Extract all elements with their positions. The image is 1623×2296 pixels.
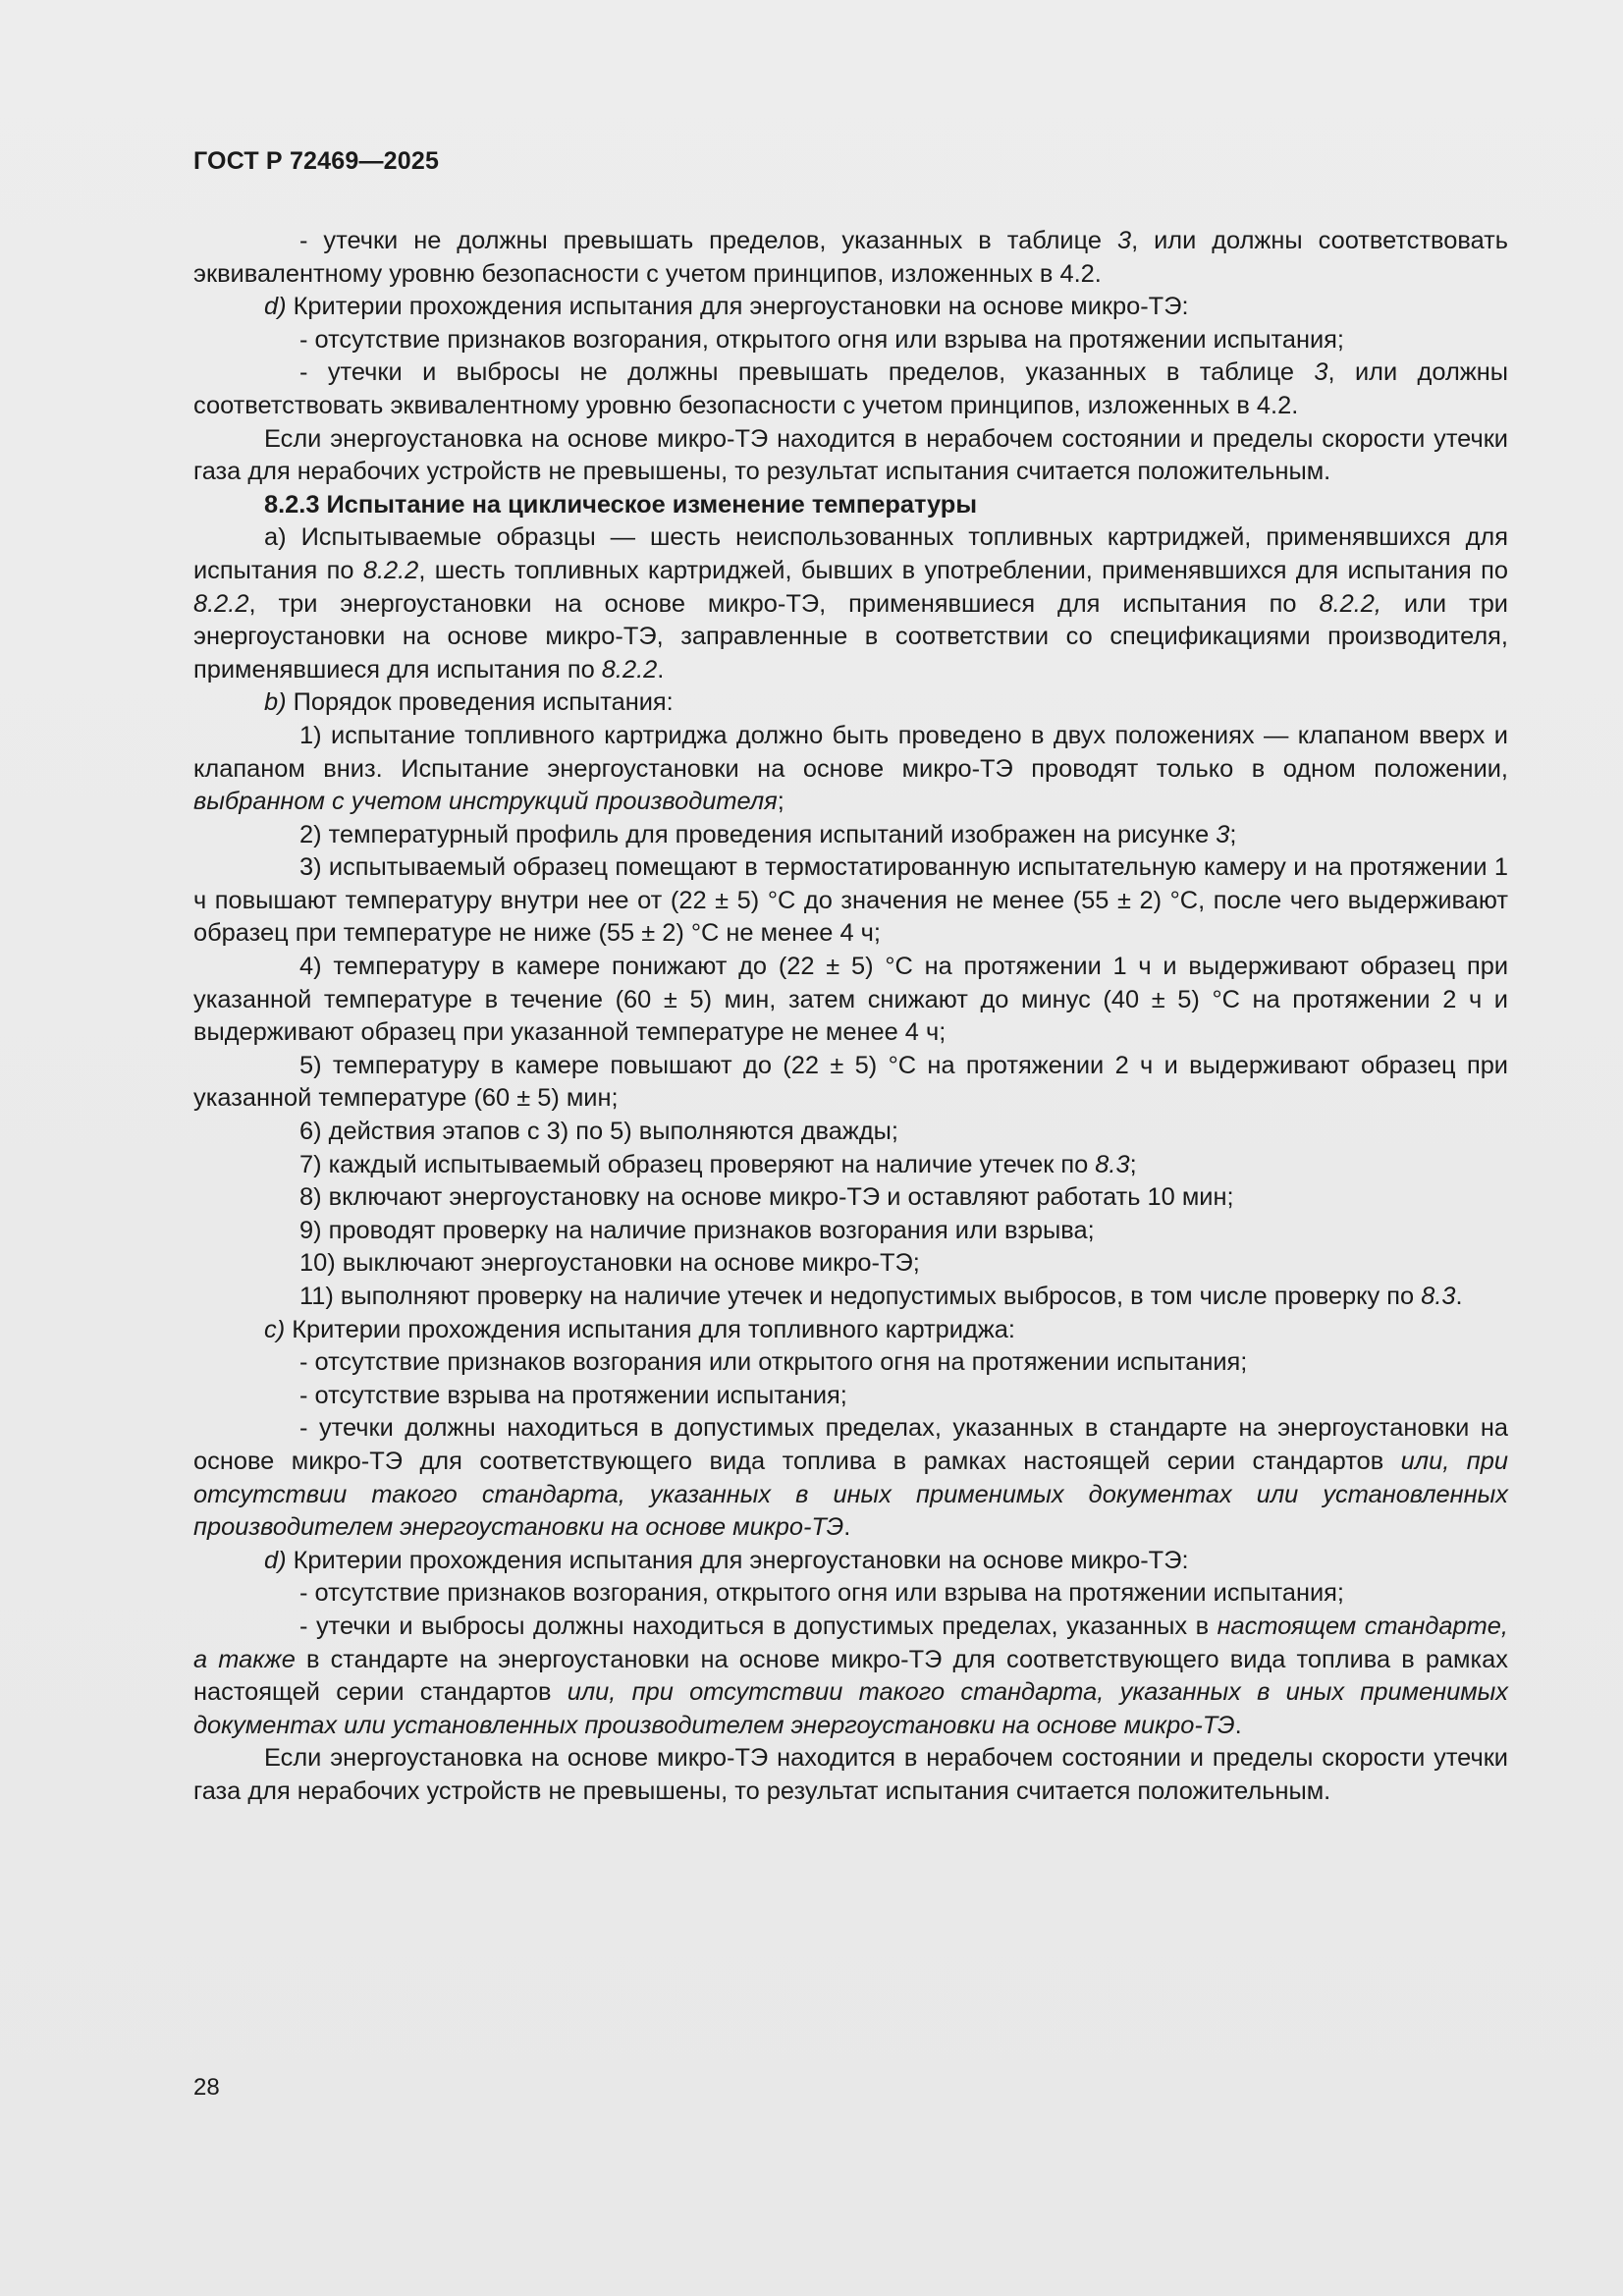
step-6 — [193, 1116, 1508, 1149]
text-run: 5) температуру в камере повышают до (22 ± 5) °С на протяжении 2 ч и выдерживают образец при указанной температуре (60 ± 5) мин; — [193, 1051, 1508, 1113]
text-run: 3) испытываемый образец помещают в термостатированную испытательную камеру и на протяжении 1 ч повышают температуру внутри нее от (22 ± 5) °С до значения не менее (55 ± 2) °С, после чего выдерживают образец при температуре не ниже (55 ± 2) °С не менее 4 ч; — [193, 853, 1508, 948]
section-heading-8-2-3: 8.2.3 Испытание на циклическое изменение температуры — [264, 490, 978, 519]
table-ref: 3 — [1116, 227, 1132, 254]
text-run: Критерии прохождения испытания для энергоустановки на основе микро-ТЭ: — [286, 293, 1189, 321]
text-run: 6) действия этапов с 3) по 5) выполняются дважды; — [299, 1118, 898, 1146]
text-run: - утечки не должны превышать пределов, указанных в таблице — [299, 227, 1117, 254]
text-run: в стандарте на энергоустановки на основе микро-ТЭ для соответствующего вида топлива в рамках настоящей серии стандартов — [193, 1645, 1508, 1707]
text-run: , или должны соответствовать эквивалентному уровню безопасности с учетом принципов, изложенных в 4.2. — [193, 358, 1509, 419]
document-body — [193, 225, 1508, 1809]
text-run: - отсутствие признаков возгорания или открытого огня на протяжении испытания; — [299, 1348, 1248, 1377]
text-run: Если энергоустановка на основе микро-ТЭ находится в нерабочем состоянии и пределы скорости утечки газа для нерабочих устройств не превышены, то результат испытания считается положительным. — [193, 1744, 1508, 1805]
criteria-c-item-2 — [193, 1380, 1508, 1413]
text-run: - отсутствие взрыва на протяжении испытания; — [299, 1381, 847, 1409]
paragraph-criteria-c-title — [193, 1314, 1508, 1347]
text-run: Порядок проведения испытания: — [286, 688, 674, 717]
paragraph-inactive-state-2 — [193, 1742, 1508, 1808]
italic-run: настоящем стандарте, а также — [193, 1612, 1508, 1673]
text-run: 4) температуру в камере понижают до (22 ± 5) °С на протяжении 1 ч и выдерживают образец при указанной температуре в течение (60 ± 5) мин, затем снижают до минус (40 ± 5) °С на протяжении 2 ч и выдерживают образец при указанной температуре не менее 4 ч; — [193, 953, 1508, 1047]
paragraph-no-ignition — [193, 324, 1508, 357]
text-run: . — [843, 1513, 851, 1542]
text-run: , или должны соответствовать эквивалентному уровню безопасности с учетом принципов, изложенных в 4.2. — [193, 227, 1508, 288]
text-run: 10) выключают энергоустановки на основе микро-ТЭ; — [299, 1249, 920, 1278]
list-marker: c) — [264, 1315, 286, 1343]
paragraph-inactive-state — [193, 423, 1508, 489]
table-ref: 3 — [1314, 358, 1328, 387]
text-run: a) Испытываемые образцы — шесть неиспользованных топливных картриджей, применявшихся для испытания по — [193, 523, 1508, 584]
text-run: Если энергоустановка на основе микро-ТЭ находится в нерабочем состоянии и пределы скорости утечки газа для нерабочих устройств не превышены, то результат испытания считается положительным. — [193, 424, 1508, 486]
italic-run: или, при отсутствии такого стандарта, указанных в иных применимых документах или установленных производителем энергоустановки на основе микро-ТЭ — [193, 1678, 1508, 1739]
text-run: ; — [777, 788, 784, 816]
step-5 — [193, 1050, 1508, 1116]
italic-run: или, при отсутствии такого стандарта, указанных в иных применимых документах или установленных производителем энергоустановки на основе микро-ТЭ — [193, 1447, 1508, 1542]
criteria-d2-item-2 — [193, 1611, 1508, 1742]
step-9 — [193, 1215, 1508, 1248]
step-10 — [193, 1247, 1508, 1281]
step-11 — [193, 1281, 1508, 1314]
text-run: 2) температурный профиль для проведения испытаний изображен на рисунке — [299, 820, 1217, 848]
paragraph-samples-a — [193, 521, 1508, 686]
text-run: 11) выполняют проверку на наличие утечек и недопустимых выбросов, в том числе проверку по — [299, 1283, 1422, 1310]
list-marker: b) — [264, 688, 287, 717]
step-4 — [193, 951, 1508, 1050]
step-2 — [193, 819, 1508, 852]
clause-ref: 8.3 — [1095, 1150, 1130, 1178]
step-8 — [193, 1181, 1508, 1215]
criteria-d2-item-1 — [193, 1577, 1508, 1611]
clause-ref: 8.2.2 — [362, 556, 419, 584]
text-run: Критерии прохождения испытания для энергоустановки на основе микро-ТЭ: — [286, 1546, 1189, 1574]
text-run: Критерии прохождения испытания для топливного картриджа: — [285, 1315, 1015, 1343]
text-run: 1) испытание топливного картриджа должно быть проведено в двух положениях — клапаном вверх и клапаном вниз. Испытание энергоустановки на основе микро-ТЭ проводят только в одном положении, — [193, 721, 1508, 783]
paragraph-procedure-b — [193, 686, 1508, 720]
text-run: 8) включают энергоустановку на основе микро-ТЭ и оставляют работать 10 мин; — [299, 1183, 1234, 1212]
list-marker: d) — [264, 293, 287, 321]
text-run: . — [657, 655, 665, 683]
text-run: - утечки должны находиться в допустимых пределах, указанных в стандарте на энергоустановки на основе микро-ТЭ для соответствующего вида топлива в рамках настоящей серии стандартов — [193, 1414, 1508, 1475]
paragraph-leak-limits-unit — [193, 356, 1508, 422]
clause-ref: 8.2.2 — [601, 655, 658, 683]
text-run: . — [1234, 1711, 1242, 1739]
text-run: , шесть топливных картриджей, бывших в употреблении, применявшихся для испытания по — [418, 556, 1508, 584]
clause-ref: 8.2.2, — [1319, 589, 1381, 618]
italic-run: выбранном с учетом инструкций производителя — [193, 788, 778, 816]
text-run: - утечки и выбросы должны находиться в допустимых пределах, указанных в — [299, 1612, 1217, 1640]
clause-ref: 8.3 — [1421, 1283, 1456, 1310]
text-run: - отсутствие признаков возгорания, открытого огня или взрыва на протяжении испытания; — [299, 1579, 1344, 1608]
list-marker: d) — [264, 1546, 287, 1574]
text-run: - утечки и выбросы не должны превышать пределов, указанных в таблице — [299, 358, 1315, 387]
document-header: ГОСТ Р 72469—2025 — [193, 147, 440, 175]
text-run: ; — [1129, 1150, 1137, 1178]
text-run: или три энергоустановки на основе микро-ТЭ, заправленные в соответствии со спецификациями производителя, применявшиеся для испытания по — [193, 589, 1508, 683]
text-run: 7) каждый испытываемый образец проверяют на наличие утечек по — [299, 1150, 1096, 1178]
page-number: 28 — [193, 2074, 220, 2101]
criteria-c-item-3 — [193, 1412, 1508, 1544]
figure-ref: 3 — [1216, 820, 1230, 848]
step-1 — [193, 720, 1508, 819]
paragraph-criteria-d2-title — [193, 1545, 1508, 1578]
text-run: - отсутствие признаков возгорания, открытого огня или взрыва на протяжении испытания; — [299, 325, 1344, 354]
criteria-c-item-1 — [193, 1346, 1508, 1380]
step-7 — [193, 1149, 1508, 1182]
text-run: , три энергоустановки на основе микро-ТЭ, применявшиеся для испытания по — [248, 589, 1320, 618]
paragraph-leak-limits-cartridge — [193, 225, 1508, 291]
paragraph-criteria-d-title — [193, 291, 1508, 324]
text-run: ; — [1229, 820, 1237, 848]
clause-ref: 8.2.2 — [193, 589, 249, 618]
text-run: 9) проводят проверку на наличие признаков возгорания или взрыва; — [299, 1216, 1095, 1244]
step-3 — [193, 851, 1508, 951]
text-run: . — [1455, 1283, 1463, 1310]
